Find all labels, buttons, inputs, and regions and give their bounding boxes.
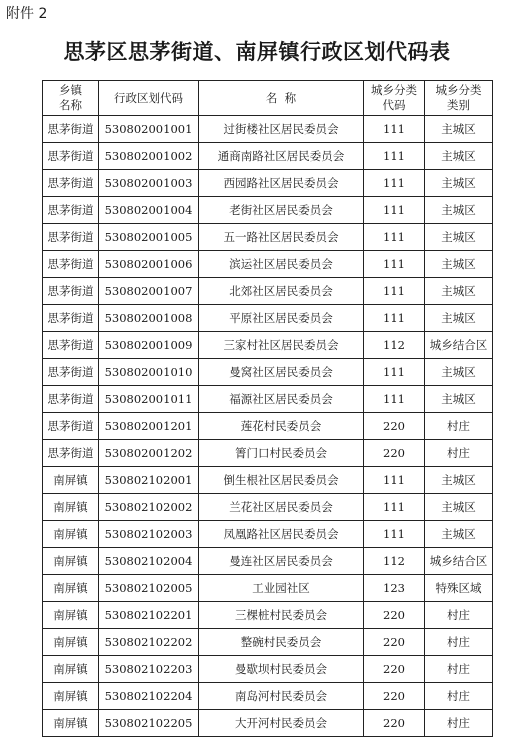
cell-name: 兰花社区居民委员会 (199, 494, 364, 521)
cell-class-code: 220 (364, 629, 425, 656)
cell-category: 主城区 (425, 359, 493, 386)
cell-code: 530802102202 (99, 629, 199, 656)
cell-code: 530802001009 (99, 332, 199, 359)
cell-code: 530802001008 (99, 305, 199, 332)
cell-town: 思茅街道 (43, 278, 99, 305)
table-row (43, 224, 493, 251)
table-row (43, 548, 493, 575)
cell-town: 南屏镇 (43, 629, 99, 656)
cell-town: 思茅街道 (43, 170, 99, 197)
cell-code: 530802102205 (99, 710, 199, 737)
cell-name: 箐门口村民委员会 (199, 440, 364, 467)
cell-name: 凤凰路社区居民委员会 (199, 521, 364, 548)
header-class-code (364, 81, 425, 116)
cell-name: 平原社区居民委员会 (199, 305, 364, 332)
table-row (43, 575, 493, 602)
cell-town: 思茅街道 (43, 332, 99, 359)
cell-class-code: 111 (364, 197, 425, 224)
cell-class-code: 111 (364, 116, 425, 143)
cell-town: 南屏镇 (43, 710, 99, 737)
header-row (43, 81, 493, 116)
cell-code: 530802001202 (99, 440, 199, 467)
cell-code: 530802001002 (99, 143, 199, 170)
cell-code: 530802001010 (99, 359, 199, 386)
cell-town: 南屏镇 (43, 575, 99, 602)
cell-class-code: 111 (364, 467, 425, 494)
cell-category: 主城区 (425, 386, 493, 413)
cell-code: 530802102204 (99, 683, 199, 710)
header-cat-line2: 类别 (447, 98, 470, 112)
table-row (43, 116, 493, 143)
table-row (43, 656, 493, 683)
cell-category: 主城区 (425, 116, 493, 143)
table-row (43, 710, 493, 737)
table-row (43, 197, 493, 224)
table-row (43, 521, 493, 548)
cell-category: 村庄 (425, 602, 493, 629)
cell-name: 五一路社区居民委员会 (199, 224, 364, 251)
cell-class-code: 220 (364, 602, 425, 629)
cell-category: 主城区 (425, 305, 493, 332)
cell-category: 城乡结合区 (425, 548, 493, 575)
cell-name: 曼窝社区居民委员会 (199, 359, 364, 386)
cell-class-code: 111 (364, 359, 425, 386)
cell-name: 三家村社区居民委员会 (199, 332, 364, 359)
table-row (43, 602, 493, 629)
cell-class-code: 220 (364, 440, 425, 467)
cell-town: 南屏镇 (43, 521, 99, 548)
table-row (43, 440, 493, 467)
table-row (43, 278, 493, 305)
cell-town: 南屏镇 (43, 467, 99, 494)
table-row (43, 494, 493, 521)
cell-town: 思茅街道 (43, 197, 99, 224)
cell-category: 村庄 (425, 440, 493, 467)
cell-name: 过街楼社区居民委员会 (199, 116, 364, 143)
header-class-line1: 城乡分类 (371, 83, 417, 97)
cell-code: 530802001201 (99, 413, 199, 440)
cell-town: 南屏镇 (43, 656, 99, 683)
cell-class-code: 112 (364, 332, 425, 359)
table-row (43, 386, 493, 413)
header-town-line2: 名称 (59, 98, 82, 112)
cell-name: 曼歇坝村民委员会 (199, 656, 364, 683)
division-code-table (42, 80, 493, 737)
cell-name: 福源社区居民委员会 (199, 386, 364, 413)
cell-name: 滨运社区居民委员会 (199, 251, 364, 278)
cell-class-code: 111 (364, 143, 425, 170)
cell-category: 主城区 (425, 143, 493, 170)
cell-category: 主城区 (425, 278, 493, 305)
cell-name: 老街社区居民委员会 (199, 197, 364, 224)
cell-class-code: 111 (364, 278, 425, 305)
cell-category: 特殊区域 (425, 575, 493, 602)
attachment-label: 附件 2 (6, 6, 48, 22)
cell-code: 530802102004 (99, 548, 199, 575)
table-row (43, 305, 493, 332)
table-row (43, 629, 493, 656)
cell-town: 思茅街道 (43, 386, 99, 413)
cell-code: 530802001005 (99, 224, 199, 251)
cell-name: 倒生根社区居民委员会 (199, 467, 364, 494)
cell-category: 主城区 (425, 467, 493, 494)
cell-class-code: 111 (364, 170, 425, 197)
cell-class-code: 220 (364, 683, 425, 710)
cell-category: 主城区 (425, 251, 493, 278)
cell-code: 530802102002 (99, 494, 199, 521)
cell-name: 曼连社区居民委员会 (199, 548, 364, 575)
cell-town: 思茅街道 (43, 224, 99, 251)
cell-class-code: 111 (364, 251, 425, 278)
table-row (43, 467, 493, 494)
cell-category: 主城区 (425, 170, 493, 197)
cell-town: 南屏镇 (43, 548, 99, 575)
table-row (43, 143, 493, 170)
header-town-line1: 乡镇 (59, 83, 82, 97)
header-class-line2: 代码 (382, 98, 406, 112)
cell-category: 村庄 (425, 413, 493, 440)
table-row (43, 683, 493, 710)
cell-category: 村庄 (425, 656, 493, 683)
cell-town: 南屏镇 (43, 683, 99, 710)
cell-class-code: 111 (364, 305, 425, 332)
cell-town: 思茅街道 (43, 116, 99, 143)
cell-code: 530802001003 (99, 170, 199, 197)
cell-class-code: 220 (364, 710, 425, 737)
cell-code: 530802102201 (99, 602, 199, 629)
cell-category: 主城区 (425, 521, 493, 548)
cell-class-code: 123 (364, 575, 425, 602)
table-body (43, 116, 493, 737)
cell-code: 530802102203 (99, 656, 199, 683)
header-town (43, 81, 99, 116)
cell-town: 南屏镇 (43, 602, 99, 629)
cell-name: 工业园社区 (199, 575, 364, 602)
table-row (43, 359, 493, 386)
cell-code: 530802001004 (99, 197, 199, 224)
table-row (43, 170, 493, 197)
cell-category: 主城区 (425, 224, 493, 251)
cell-category: 村庄 (425, 629, 493, 656)
cell-name: 整碗村民委员会 (199, 629, 364, 656)
cell-class-code: 220 (364, 656, 425, 683)
cell-name: 北郊社区居民委员会 (199, 278, 364, 305)
cell-category: 城乡结合区 (425, 332, 493, 359)
cell-code: 530802001007 (99, 278, 199, 305)
cell-town: 思茅街道 (43, 440, 99, 467)
cell-name: 三棵桩村民委员会 (199, 602, 364, 629)
header-category (425, 81, 493, 116)
cell-class-code: 111 (364, 224, 425, 251)
cell-name: 南岛河村民委员会 (199, 683, 364, 710)
cell-town: 思茅街道 (43, 359, 99, 386)
cell-class-code: 220 (364, 413, 425, 440)
table-row (43, 251, 493, 278)
table-row (43, 332, 493, 359)
cell-name: 通商南路社区居民委员会 (199, 143, 364, 170)
cell-name: 莲花村民委员会 (199, 413, 364, 440)
table-row (43, 413, 493, 440)
cell-name: 大开河村民委员会 (199, 710, 364, 737)
cell-class-code: 111 (364, 494, 425, 521)
cell-class-code: 112 (364, 548, 425, 575)
document-title: 思茅区思茅街道、南屏镇行政区划代码表 (63, 40, 451, 64)
cell-category: 村庄 (425, 710, 493, 737)
cell-town: 思茅街道 (43, 305, 99, 332)
cell-category: 村庄 (425, 683, 493, 710)
header-code: 行政区划代码 (99, 81, 199, 116)
cell-code: 530802001001 (99, 116, 199, 143)
cell-town: 南屏镇 (43, 494, 99, 521)
cell-name: 西园路社区居民委员会 (199, 170, 364, 197)
cell-code: 530802001006 (99, 251, 199, 278)
header-name: 名 称 (199, 81, 364, 116)
cell-code: 530802102003 (99, 521, 199, 548)
cell-town: 思茅街道 (43, 251, 99, 278)
cell-code: 530802001011 (99, 386, 199, 413)
cell-town: 思茅街道 (43, 413, 99, 440)
cell-category: 主城区 (425, 197, 493, 224)
cell-code: 530802102001 (99, 467, 199, 494)
cell-class-code: 111 (364, 386, 425, 413)
cell-town: 思茅街道 (43, 143, 99, 170)
header-cat-line1: 城乡分类 (435, 83, 482, 97)
cell-class-code: 111 (364, 521, 425, 548)
cell-category: 主城区 (425, 494, 493, 521)
cell-code: 530802102005 (99, 575, 199, 602)
